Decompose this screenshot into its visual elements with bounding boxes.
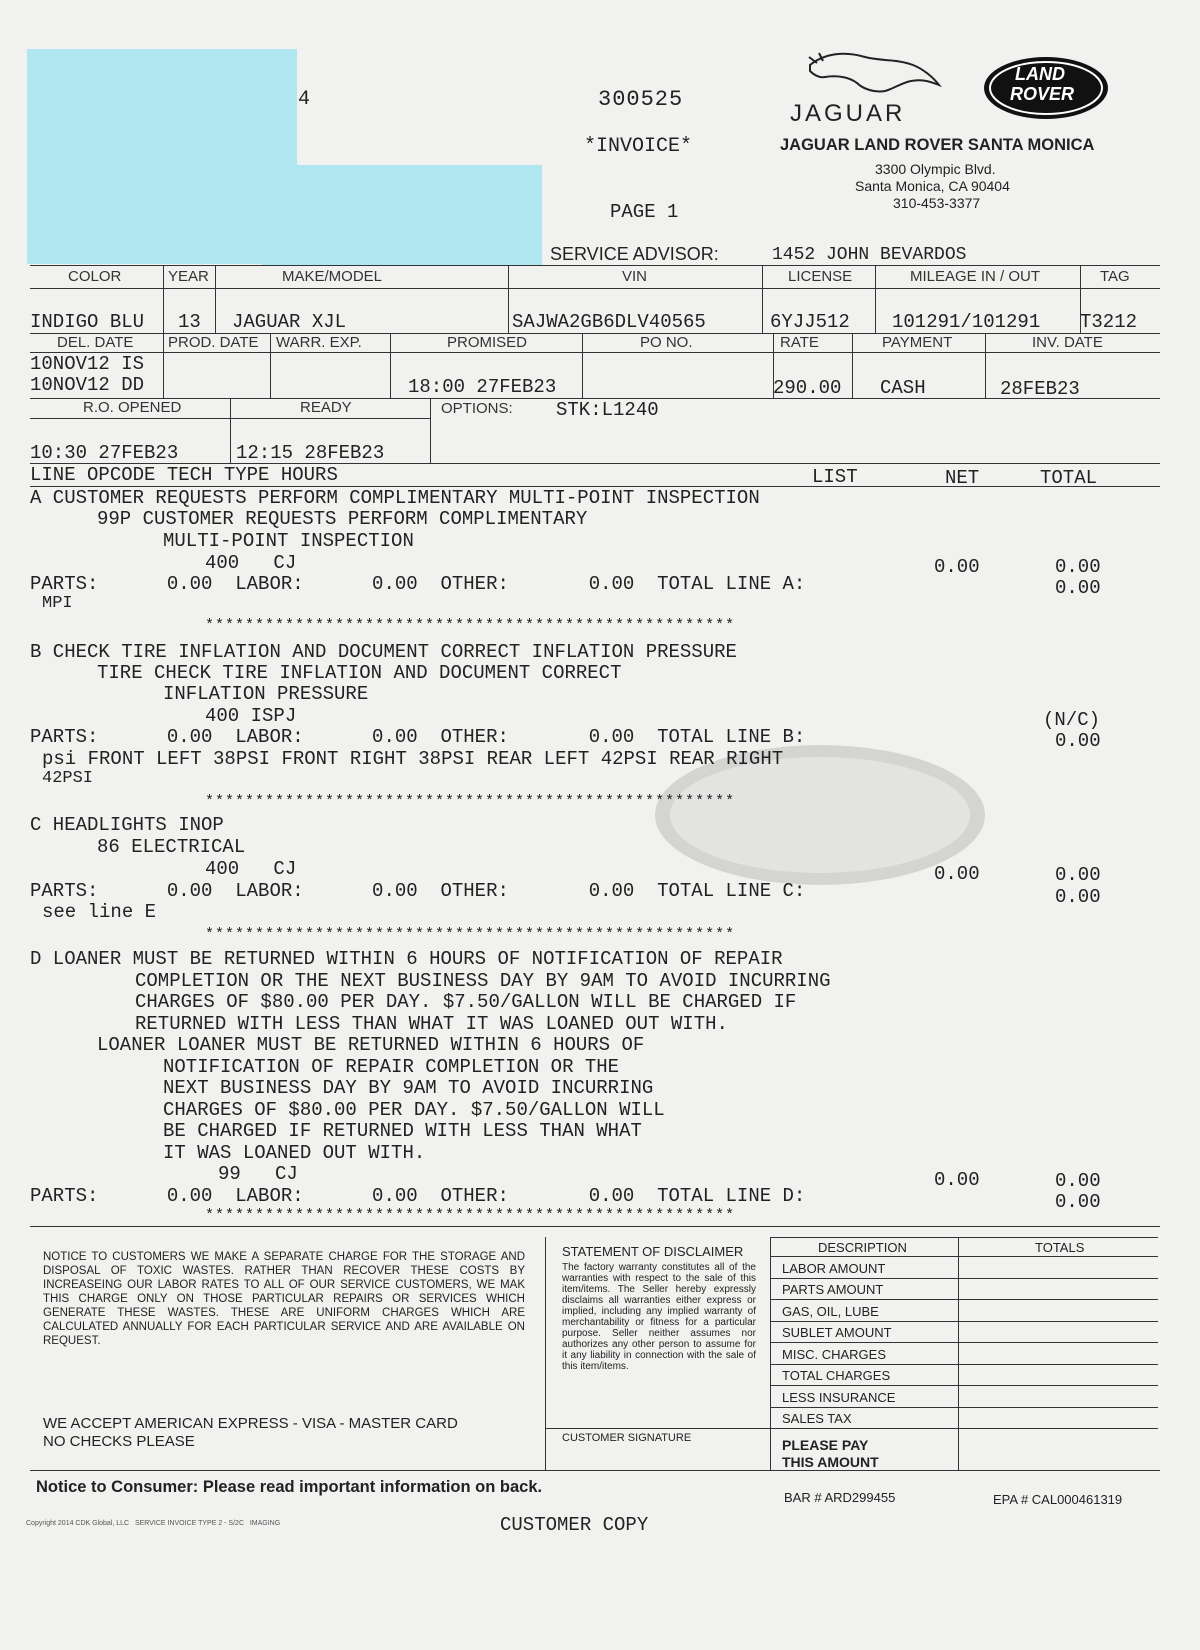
grid-line [30,265,1160,266]
header-vin: VIN [622,268,648,285]
separator-stars: ***************************************************** [205,793,736,810]
line-d-title-3: CHARGES OF $80.00 PER DAY. $7.50/GALLON WILL BE CHARGED IF [135,991,797,1013]
desc-row-misc: MISC. CHARGES [782,1347,887,1362]
totals-header: TOTALS [1035,1240,1085,1255]
bar-number: BAR # ARD299455 [784,1490,896,1505]
customer-copy: CUSTOMER COPY [500,1514,649,1536]
line-header-list: LIST [812,466,858,488]
rate-value: 290.00 [773,377,842,399]
line-d-op-2: NOTIFICATION OF REPAIR COMPLETION OR THE [163,1056,620,1078]
line-b-op-1: TIRE CHECK TIRE INFLATION AND DOCUMENT CORRECT [97,662,622,684]
disclaimer-title: STATEMENT OF DISCLAIMER [562,1244,744,1259]
land-rover-logo-text-1: LAND [1015,64,1065,84]
line-d-op-6: IT WAS LOANED OUT WITH. [163,1142,426,1164]
header-license: LICENSE [788,268,853,285]
footer-divider [770,1237,771,1470]
please-pay-1: PLEASE PAY [782,1437,869,1453]
line-c-total: 0.00 [1055,864,1101,886]
cards-accepted: WE ACCEPT AMERICAN EXPRESS - VISA - MASTER CARD [43,1415,458,1432]
consumer-notice: Notice to Consumer: Please read important information on back. [36,1478,543,1496]
grid-line [852,333,853,398]
copyright: Copyright 2014 CDK Global, LLC SERVICE INVOICE TYPE 2 - S/2C IMAGING [26,1520,281,1527]
header-ro-opened: R.O. OPENED [83,399,182,416]
separator-stars: ***************************************************** [205,1207,736,1224]
line-d-parts-row: PARTS: 0.00 LABOR: 0.00 OTHER: 0.00 TOTAL LINE D: [30,1185,806,1207]
line-a-line-total: 0.00 [1055,577,1101,599]
grid-line [430,398,431,463]
header-warr-exp: WARR. EXP. [276,334,362,351]
grid-line [762,265,763,333]
toxic-waste-notice: NOTICE TO CUSTOMERS WE MAKE A SEPARATE CHARGE FOR THE STORAGE AND DISPOSAL OF TOXIC WASTES. RATHER THAN RECOVER THESE COSTS BY INCREASEING OUR LABOR RATES TO ALL OF OUR SERVICE CUSTOMERS, WE MAK THIS CHARGE ONLY ON THOSE PARTICULAR REPAIRS OR SERVICES WHICH GENERATE THESE WASTES. THESE ARE UNIFORM CHARGES WHICH ARE CALCULATED ANNUALLY FOR EACH PARTICULAR SERVICE AND ARE AVAILABLE ON REQUEST. [43,1251,525,1347]
payment-value: CASH [880,377,926,399]
del-date-2: 10NOV12 DD [30,374,145,396]
service-advisor-value: 1452 JOHN BEVARDOS [772,245,967,265]
table-line [770,1278,1158,1279]
line-b-note-2: 42PSI [42,769,94,788]
jaguar-leaper-icon [805,47,945,102]
invoice-number: 300525 [598,87,684,112]
vehicle-year: 13 [178,311,201,333]
desc-row-sales-tax: SALES TAX [782,1411,852,1426]
line-c-op-1: 86 ELECTRICAL [97,836,246,858]
line-d-op-3: NEXT BUSINESS DAY BY 9AM TO AVOID INCURRING [163,1077,654,1099]
grid-line [163,333,164,398]
line-a-op-1: 99P CUSTOMER REQUESTS PERFORM COMPLIMENTARY [97,508,588,530]
vehicle-color: INDIGO BLU [30,311,145,333]
table-line [770,1237,1158,1238]
grid-line [163,265,164,333]
line-d-op-4: CHARGES OF $80.00 PER DAY. $7.50/GALLON WILL [163,1099,665,1121]
desc-row-parts: PARTS AMOUNT [782,1282,884,1297]
line-c-note: see line E [42,901,157,923]
header-mileage: MILEAGE IN / OUT [910,268,1041,285]
line-b-note-1: psi FRONT LEFT 38PSI FRONT RIGHT 38PSI REAR LEFT 42PSI REAR RIGHT [42,748,784,770]
partial-digit: 4 [298,88,311,111]
header-color: COLOR [68,268,122,285]
separator-stars: ***************************************************** [205,926,736,943]
line-c-title: C HEADLIGHTS INOP [30,814,224,836]
grid-line [30,288,1160,289]
line-d-op-1: LOANER LOANER MUST BE RETURNED WITHIN 6 HOURS OF [97,1034,645,1056]
line-b-tech: 400 ISPJ [205,705,297,727]
dealer-address-1: 3300 Olympic Blvd. [875,161,996,177]
header-year: YEAR [168,268,209,285]
header-make-model: MAKE/MODEL [282,268,383,285]
line-b-parts-row: PARTS: 0.00 LABOR: 0.00 OTHER: 0.00 TOTAL LINE B: [30,726,806,748]
grid-line [230,398,231,463]
line-header-left: LINE OPCODE TECH TYPE HOURS [30,464,338,486]
header-inv-date: INV. DATE [1032,334,1103,351]
ro-options-value: STK:L1240 [556,399,659,421]
dealer-phone: 310-453-3377 [893,195,981,211]
footer-divider [958,1237,959,1470]
line-c-net: 0.00 [934,863,980,885]
disclaimer-text: The factory warranty constitutes all of the warranties with respect to the sale of this item/items. The Seller hereby expressly disclaims all warranties either express or implied, including any implied warranty of merchantability or fitness for a particular purpose. Seller neither assumes nor authorizes any other person to assume for it any liability in connection with the sale of this item/items. [562,1262,756,1372]
header-del-date: DEL. DATE [57,334,134,351]
header-payment: PAYMENT [882,334,953,351]
line-d-title-4: RETURNED WITH LESS THAN WHAT IT WAS LOANED OUT WITH. [135,1013,728,1035]
customer-signature-label: CUSTOMER SIGNATURE [562,1432,692,1444]
table-line [770,1364,1158,1365]
please-pay-2: THIS AMOUNT [782,1454,879,1470]
line-a-parts-row: PARTS: 0.00 LABOR: 0.00 OTHER: 0.00 TOTAL LINE A: [30,573,806,595]
line-b-op-2: INFLATION PRESSURE [163,683,369,705]
grid-line [985,333,986,398]
footer-top-line [30,1226,1160,1227]
inv-date-value: 28FEB23 [1000,378,1080,400]
vehicle-license: 6YJJ512 [770,311,850,333]
table-line [770,1299,1158,1300]
table-line [770,1321,1158,1322]
dealer-address-2: Santa Monica, CA 90404 [855,178,1010,194]
line-d-title-2: COMPLETION OR THE NEXT BUSINESS DAY BY 9AM TO AVOID INCURRING [135,970,831,992]
line-header-net: NET [945,467,980,489]
table-line [770,1428,1158,1429]
table-line [770,1407,1158,1408]
table-line [770,1385,1158,1386]
line-b-title: B CHECK TIRE INFLATION AND DOCUMENT CORRECT INFLATION PRESSURE [30,641,737,663]
grid-line [508,265,509,333]
grid-line [270,333,271,398]
footer-line [545,1428,770,1429]
desc-row-gas-oil: GAS, OIL, LUBE [782,1304,879,1319]
header-options: OPTIONS: [441,400,513,417]
header-rate: RATE [780,334,819,351]
redaction-block-1 [27,49,297,264]
desc-row-sublet: SUBLET AMOUNT [782,1325,892,1340]
line-b-nc: (N/C) [1043,709,1101,731]
line-a-title: A CUSTOMER REQUESTS PERFORM COMPLIMENTARY MULTI-POINT INSPECTION [30,487,760,509]
grid-line [875,265,876,333]
vehicle-tag: T3212 [1080,311,1138,333]
description-header: DESCRIPTION [818,1240,907,1255]
line-d-title-1: D LOANER MUST BE RETURNED WITHIN 6 HOURS OF NOTIFICATION OF REPAIR [30,948,783,970]
desc-row-insurance: LESS INSURANCE [782,1390,896,1405]
grid-line [582,333,583,398]
promised-value: 18:00 27FEB23 [408,376,557,398]
vehicle-vin: SAJWA2GB6DLV40565 [512,311,706,333]
header-prod-date: PROD. DATE [168,334,259,351]
page-label: PAGE 1 [610,201,679,223]
header-ready: READY [300,399,352,416]
line-a-op-2: MULTI-POINT INSPECTION [163,530,414,552]
line-a-total: 0.00 [1055,556,1101,578]
del-date-1: 10NOV12 IS [30,353,145,375]
line-d-net: 0.00 [934,1169,980,1191]
footer-divider [545,1237,546,1470]
service-advisor-label: SERVICE ADVISOR: [550,244,719,264]
footer-bottom-line [30,1470,1160,1471]
redaction-block-2 [262,165,542,265]
ro-ready-value: 12:15 28FEB23 [236,442,385,464]
grid-line [390,333,391,398]
ro-opened-value: 10:30 27FEB23 [30,442,179,464]
line-a-tech: 400 CJ [205,552,297,574]
line-c-parts-row: PARTS: 0.00 LABOR: 0.00 OTHER: 0.00 TOTAL LINE C: [30,880,806,902]
invoice-label: *INVOICE* [584,135,693,158]
epa-number: EPA # CAL000461319 [993,1492,1123,1507]
line-d-tech: 99 CJ [218,1163,298,1185]
grid-line [30,352,1160,353]
line-a-net: 0.00 [934,556,980,578]
header-po-no: PO NO. [640,334,693,351]
vehicle-make-model: JAGUAR XJL [232,311,347,333]
vehicle-mileage: 101291/101291 [892,311,1041,333]
line-header-total: TOTAL [1040,467,1098,489]
header-promised: PROMISED [447,334,528,351]
line-b-line-total: 0.00 [1055,730,1101,752]
line-d-line-total: 0.00 [1055,1191,1101,1213]
line-d-total: 0.00 [1055,1170,1101,1192]
line-a-note: MPI [42,594,73,613]
no-checks: NO CHECKS PLEASE [43,1433,195,1450]
line-d-op-5: BE CHARGED IF RETURNED WITH LESS THAN WHAT [163,1120,642,1142]
table-line [770,1256,1158,1257]
separator-stars: ***************************************************** [205,617,736,634]
desc-row-total-charges: TOTAL CHARGES [782,1368,891,1383]
line-c-tech: 400 CJ [205,858,297,880]
line-c-line-total: 0.00 [1055,886,1101,908]
land-rover-logo-text-2: ROVER [1010,84,1075,104]
jaguar-wordmark: JAGUAR [790,100,906,127]
grid-line [215,265,216,333]
desc-row-labor: LABOR AMOUNT [782,1261,886,1276]
table-line [770,1342,1158,1343]
header-tag: TAG [1100,268,1130,285]
dealer-name: JAGUAR LAND ROVER SANTA MONICA [780,136,1095,154]
